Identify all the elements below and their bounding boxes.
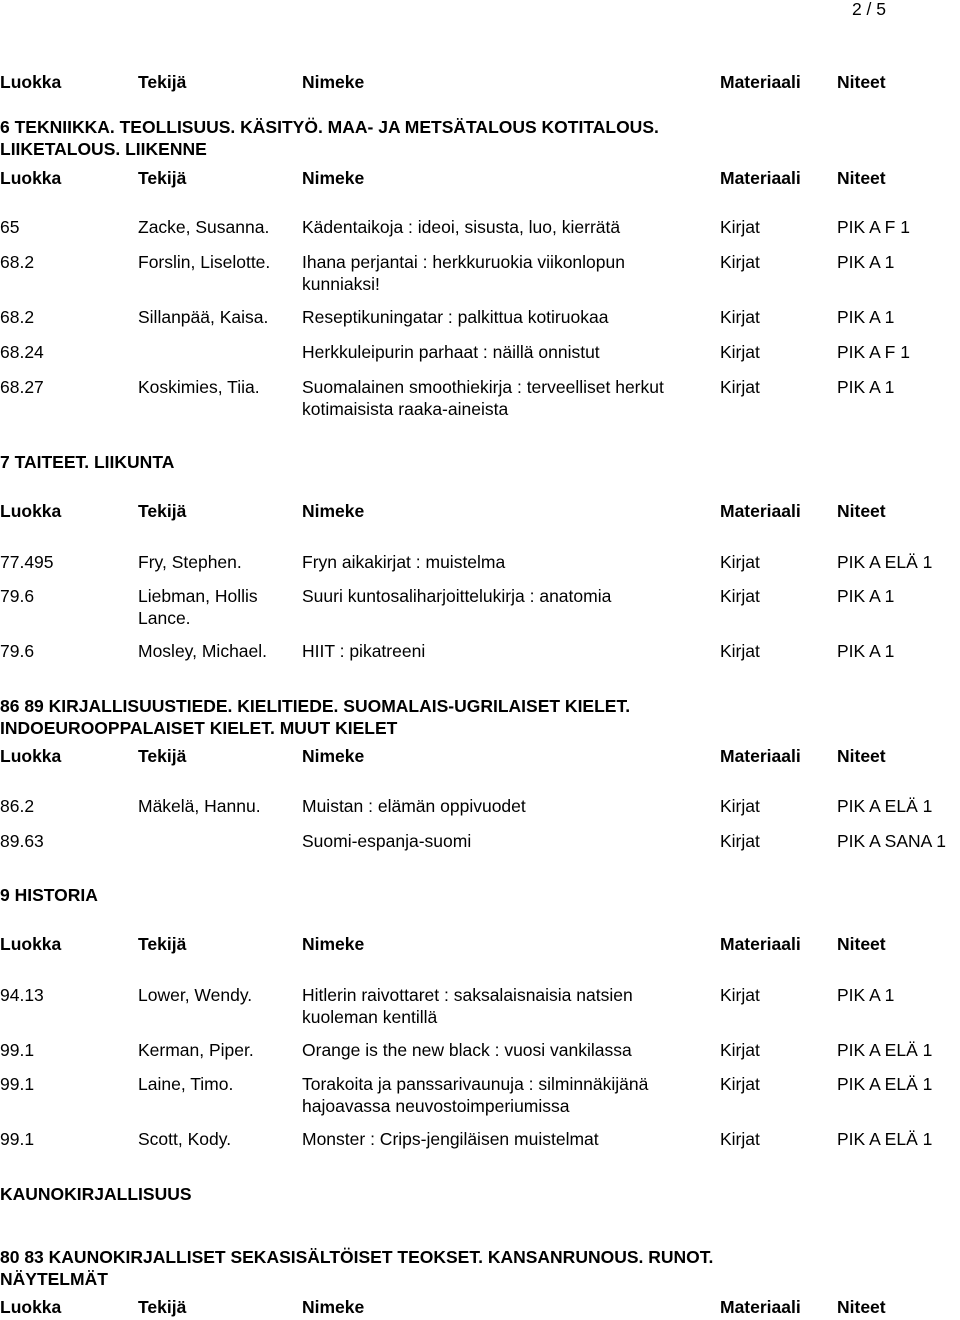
cell-luokka: 68.27 xyxy=(0,377,44,397)
section-title-line: NÄYTELMÄT xyxy=(0,1269,108,1289)
cell-tekija-cont: Lance. xyxy=(138,608,191,628)
cell-tekija: Kerman, Piper. xyxy=(138,1040,254,1060)
cell-tekija: Mäkelä, Hannu. xyxy=(138,796,261,816)
cell-luokka: 89.63 xyxy=(0,831,44,851)
header-luokka: Luokka xyxy=(0,168,62,188)
cell-nimeke: HIIT : pikatreeni xyxy=(302,641,426,661)
cell-niteet: PIK A 1 xyxy=(837,252,895,272)
cell-nimeke: Ihana perjantai : herkkuruokia viikonlopun xyxy=(302,252,625,272)
cell-materiaali: Kirjat xyxy=(720,586,760,606)
section-title xyxy=(0,1183,960,1205)
section-title-line: INDOEUROOPPALAISET KIELET. MUUT KIELET xyxy=(0,718,398,738)
cell-luokka: 77.495 xyxy=(0,552,54,572)
cell-nimeke: Orange is the new black : vuosi vankilassa xyxy=(302,1040,632,1060)
cell-materiaali: Kirjat xyxy=(720,1040,760,1060)
header-materiaali: Materiaali xyxy=(720,168,801,188)
cell-nimeke: Suomalainen smoothiekirja : terveelliset herkut xyxy=(302,377,664,397)
cell-materiaali: Kirjat xyxy=(720,1074,760,1094)
section-title-line: LIIKETALOUS. LIIKENNE xyxy=(0,139,207,159)
header-luokka: Luokka xyxy=(0,1297,62,1317)
cell-luokka: 68.24 xyxy=(0,342,44,362)
cell-materiaali: Kirjat xyxy=(720,252,760,272)
header-luokka: Luokka xyxy=(0,746,62,766)
cell-nimeke: Fryn aikakirjat : muistelma xyxy=(302,552,506,572)
header-nimeke: Nimeke xyxy=(302,168,365,188)
header-luokka: Luokka xyxy=(0,72,62,92)
header-nimeke: Nimeke xyxy=(302,1297,365,1317)
cell-luokka: 99.1 xyxy=(0,1040,35,1060)
header-nimeke: Nimeke xyxy=(302,934,365,954)
cell-materiaali: Kirjat xyxy=(720,985,760,1005)
section-title-line: 9 HISTORIA xyxy=(0,885,98,905)
header-materiaali: Materiaali xyxy=(720,934,801,954)
cell-niteet: PIK A SANA 1 xyxy=(837,831,946,851)
page-number: 2 / 5 xyxy=(851,0,886,19)
cell-nimeke-cont: kotimaisista raaka-aineista xyxy=(302,399,509,419)
header-materiaali: Materiaali xyxy=(720,746,801,766)
cell-niteet: PIK A 1 xyxy=(837,307,895,327)
cell-tekija: Liebman, Hollis xyxy=(138,586,258,606)
table-header xyxy=(0,1296,960,1318)
cell-materiaali: Kirjat xyxy=(720,307,760,327)
section-title-line: 80 83 KAUNOKIRJALLISET SEKASISÄLTÖISET TEOKSET. KANSANRUNOUS. RUNOT. xyxy=(0,1247,714,1267)
cell-tekija: Zacke, Susanna. xyxy=(138,217,270,237)
header-niteet: Niteet xyxy=(837,168,886,188)
cell-niteet: PIK A F 1 xyxy=(837,342,910,362)
cell-luokka: 86.2 xyxy=(0,796,35,816)
cell-nimeke: Monster : Crips-jengiläisen muistelmat xyxy=(302,1129,599,1149)
table-row xyxy=(0,251,960,295)
cell-materiaali: Kirjat xyxy=(720,796,760,816)
cell-nimeke: Reseptikuningatar : palkittua kotiruokaa xyxy=(302,307,609,327)
cell-nimeke: Herkkuleipurin parhaat : näillä onnistut xyxy=(302,342,600,362)
cell-materiaali: Kirjat xyxy=(720,342,760,362)
header-luokka: Luokka xyxy=(0,934,62,954)
cell-niteet: PIK A F 1 xyxy=(837,217,910,237)
header-luokka: Luokka xyxy=(0,501,62,521)
header-niteet: Niteet xyxy=(837,746,886,766)
table-header xyxy=(0,71,960,93)
header-nimeke: Nimeke xyxy=(302,501,365,521)
cell-materiaali: Kirjat xyxy=(720,217,760,237)
header-tekija: Tekijä xyxy=(138,934,187,954)
cell-luokka: 94.13 xyxy=(0,985,44,1005)
header-tekija: Tekijä xyxy=(138,746,187,766)
header-tekija: Tekijä xyxy=(138,1297,187,1317)
cell-luokka: 68.2 xyxy=(0,252,35,272)
cell-niteet: PIK A 1 xyxy=(837,377,895,397)
section-title xyxy=(0,1246,960,1290)
section-title-line: 86 89 KIRJALLISUUSTIEDE. KIELITIEDE. SUOMALAIS-UGRILAISET KIELET. xyxy=(0,696,631,716)
header-materiaali: Materiaali xyxy=(720,1297,801,1317)
cell-luokka: 79.6 xyxy=(0,641,35,661)
cell-niteet: PIK A 1 xyxy=(837,641,895,661)
header-nimeke: Nimeke xyxy=(302,746,365,766)
section-title xyxy=(0,695,960,739)
cell-niteet: PIK A ELÄ 1 xyxy=(837,1074,933,1094)
cell-niteet: PIK A ELÄ 1 xyxy=(837,1040,933,1060)
cell-tekija: Mosley, Michael. xyxy=(138,641,268,661)
cell-luokka: 99.1 xyxy=(0,1129,35,1149)
cell-nimeke: Torakoita ja panssarivaunuja : silminnäkijänä xyxy=(302,1074,649,1094)
section-title xyxy=(0,884,960,906)
table-row xyxy=(0,376,960,420)
cell-tekija: Laine, Timo. xyxy=(138,1074,234,1094)
section-title xyxy=(0,116,960,160)
header-niteet: Niteet xyxy=(837,934,886,954)
cell-luokka: 99.1 xyxy=(0,1074,35,1094)
table-row xyxy=(0,984,960,1028)
cell-tekija: Lower, Wendy. xyxy=(138,985,253,1005)
cell-materiaali: Kirjat xyxy=(720,641,760,661)
header-materiaali: Materiaali xyxy=(720,72,801,92)
cell-nimeke: Hitlerin raivottaret : saksalaisnaisia natsien xyxy=(302,985,633,1005)
section-title-line: 7 TAITEET. LIIKUNTA xyxy=(0,452,175,472)
cell-luokka: 68.2 xyxy=(0,307,35,327)
cell-luokka: 65 xyxy=(0,217,20,237)
header-materiaali: Materiaali xyxy=(720,501,801,521)
table-header xyxy=(0,500,960,522)
table-header xyxy=(0,745,960,767)
cell-materiaali: Kirjat xyxy=(720,831,760,851)
cell-luokka: 79.6 xyxy=(0,586,35,606)
section-title-line: KAUNOKIRJALLISUUS xyxy=(0,1184,192,1204)
cell-nimeke: Kädentaikoja : ideoi, sisusta, luo, kierrätä xyxy=(302,217,621,237)
cell-niteet: PIK A ELÄ 1 xyxy=(837,796,933,816)
table-row xyxy=(0,585,960,629)
header-niteet: Niteet xyxy=(837,501,886,521)
header-tekija: Tekijä xyxy=(138,72,187,92)
cell-nimeke: Muistan : elämän oppivuodet xyxy=(302,796,526,816)
cell-materiaali: Kirjat xyxy=(720,377,760,397)
cell-materiaali: Kirjat xyxy=(720,1129,760,1149)
cell-tekija: Forslin, Liselotte. xyxy=(138,252,271,272)
header-tekija: Tekijä xyxy=(138,168,187,188)
section-title xyxy=(0,451,960,473)
cell-nimeke-cont: kuoleman kentillä xyxy=(302,1007,438,1027)
header-nimeke: Nimeke xyxy=(302,72,365,92)
cell-niteet: PIK A ELÄ 1 xyxy=(837,552,933,572)
cell-nimeke-cont: kunniaksi! xyxy=(302,274,380,294)
cell-nimeke: Suuri kuntosaliharjoittelukirja : anatomia xyxy=(302,586,612,606)
cell-tekija: Fry, Stephen. xyxy=(138,552,242,572)
section-title-line: 6 TEKNIIKKA. TEOLLISUUS. KÄSITYÖ. MAA- JA METSÄTALOUS KOTITALOUS. xyxy=(0,117,659,137)
cell-materiaali: Kirjat xyxy=(720,552,760,572)
cell-niteet: PIK A ELÄ 1 xyxy=(837,1129,933,1149)
cell-tekija: Sillanpää, Kaisa. xyxy=(138,307,269,327)
header-niteet: Niteet xyxy=(837,72,886,92)
table-header xyxy=(0,167,960,189)
header-tekija: Tekijä xyxy=(138,501,187,521)
table-row xyxy=(0,1073,960,1117)
table-header xyxy=(0,933,960,955)
cell-tekija: Koskimies, Tiia. xyxy=(138,377,260,397)
cell-nimeke: Suomi-espanja-suomi xyxy=(302,831,472,851)
cell-nimeke-cont: hajoavassa neuvostoimperiumissa xyxy=(302,1096,570,1116)
cell-tekija: Scott, Kody. xyxy=(138,1129,232,1149)
header-niteet: Niteet xyxy=(837,1297,886,1317)
cell-niteet: PIK A 1 xyxy=(837,985,895,1005)
cell-niteet: PIK A 1 xyxy=(837,586,895,606)
